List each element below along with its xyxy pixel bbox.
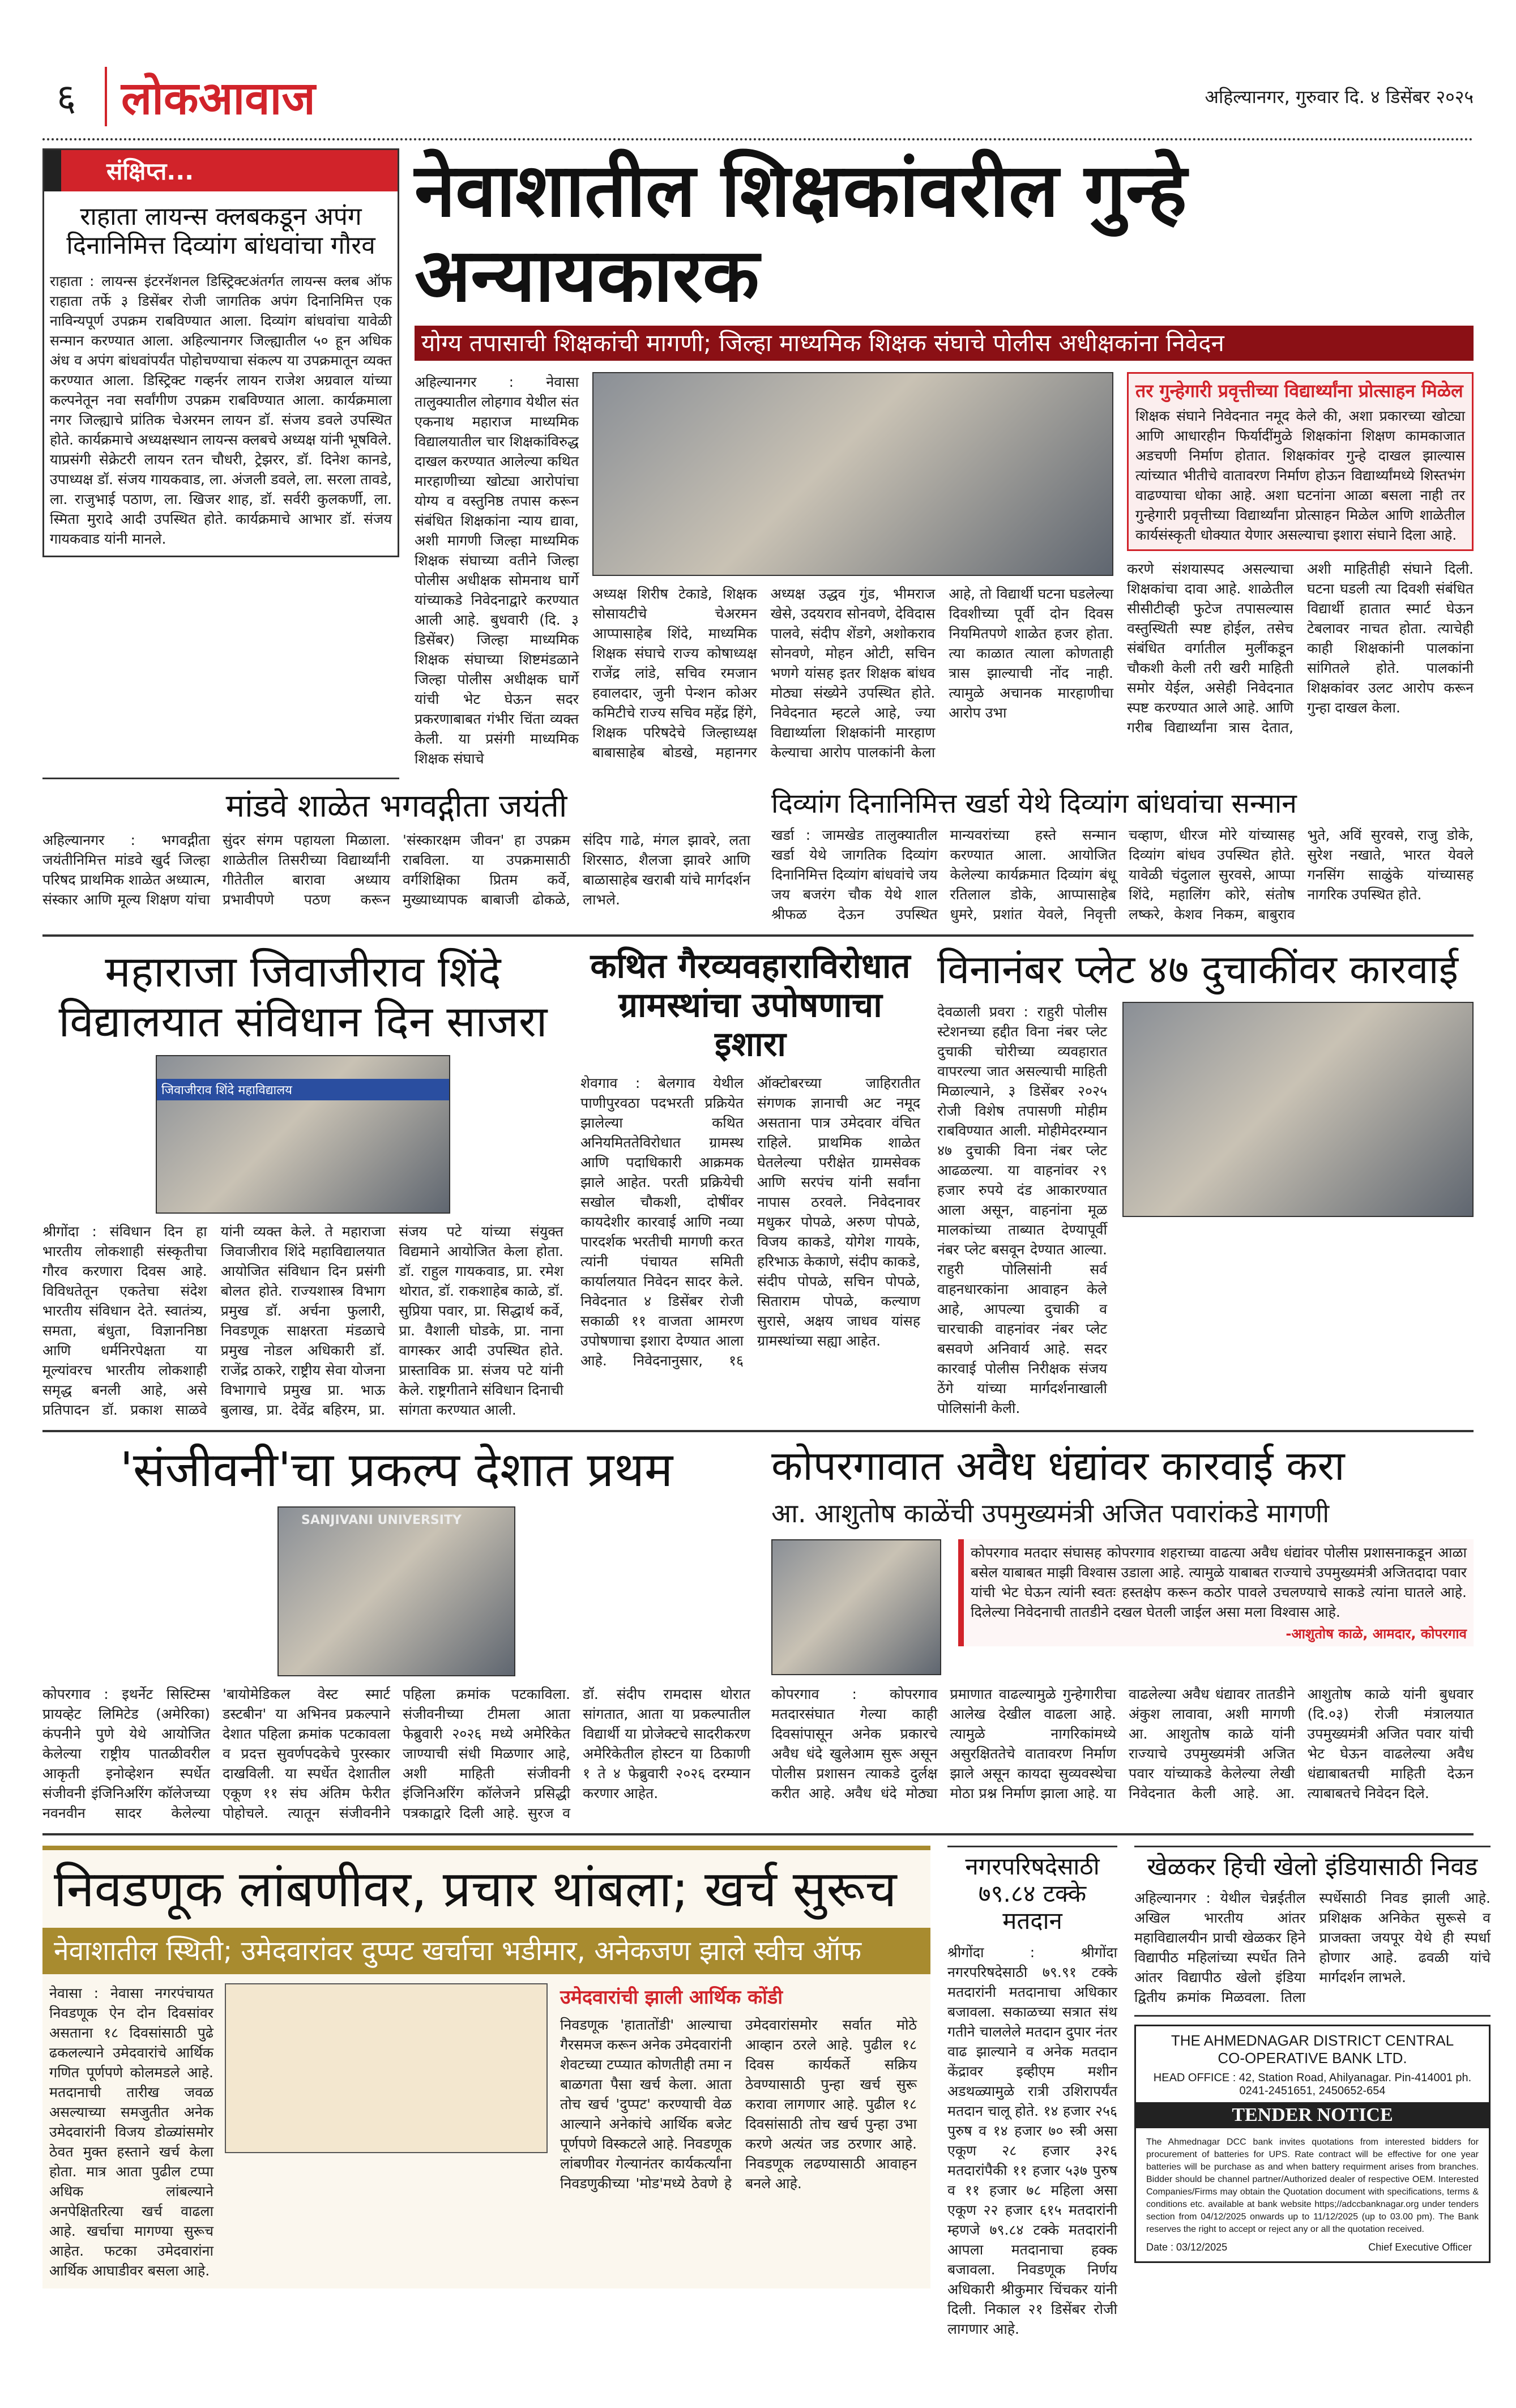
lead-body-left: अहिल्यानगर : नेवासा तालुक्यातील लोहगाव येथील संत एकनाथ महाराज माध्यमिक विद्यालयातील चार शिक्षकांविरुद्ध दाखल करण्यात आलेल्या कथित मारहाणीच्या खोट्या आरोपांचा योग्य व वस्तुनिष्ठ तपास करून संबंधित शिक्षकांना न्याय द्यावा, अशी मागणी जिल्हा माध्यमिक शिक्षक संघाच्या वतीने जिल्हा पोलीस अधीक्षक सोमनाथ घार्गे यांच्याकडे निवेदनाद्वारे करण्यात आली आहे. बुधवारी (दि. ३ डिसेंबर) जिल्हा माध्यमिक शिक्षक संघाच्या शिष्टमंडळाने जिल्हा पोलीस अधीक्षक घार्गे यांची भेट घेऊन सदर प्रकरणाबाबत गंभीर चिंता व्यक्त केली. या प्रसंगी माध्यमिक शिक्षक संघाचे: [415, 374, 579, 767]
tender-org-line2: CO-OPERATIVE BANK LTD.: [1218, 2050, 1407, 2067]
constitution-body: श्रीगोंदा : संविधान दिन हा भारतीय लोकशाही संस्कृतीचा गौरव करणारा दिवस आहे. विविधतेतून एकतेचा संदेश भारतीय संविधान देते. स्वातंत्र्य, समता, बंधुता, विज्ञाननिष्ठा आणि धर्मनिरपेक्षता या मूल्यांवरच भारतीय लोकशाही समृद्ध बनली आहे, असे प्रतिपादन डॉ. प्रकाश साळवे यांनी व्यक्त केले. ते महाराजा जिवाजीराव शिंदे महाविद्यालयात आयोजित संविधान दिन प्रसंगी बोलत होते. राज्यशास्त्र विभाग प्रमुख डॉ. अर्चना फुलारी, निवडणूक साक्षरता मंडळाचे प्रमुख नोडल अधिकारी डॉ. राजेंद्र ठाकरे, राष्ट्रीय सेवा योजना विभागाचे प्रमुख प्रा. भाऊ बुलाख, प्रा. देवेंद्र बहिरम, प्रा. संजय पटे यांच्या संयुक्त विद्यमाने आयोजित केला होता. डॉ. राहुल गायकवाड, प्रा. रमेश थोरात, डॉ. राकशाहेब काळे, डॉ. सुप्रिया पवार, प्रा. सिद्धार्थ कर्वे, प्रा. वैशाली घोडके, प्रा. नाना वागस्कर आदी उपस्थित होते. प्रास्ताविक प्रा. संजय पटे यांनी केले. राष्ट्रगीताने संविधान दिनाची सांगता करण्यात आली.: [42, 1223, 563, 1418]
row2-rule: [42, 778, 399, 779]
kopargaon-subhead: आ. आशुतोष काळेंची उपमुख्यमंत्री अजित पवारांकडे मागणी: [771, 1497, 1330, 1529]
tender-signatory: Chief Executive Officer: [1368, 2242, 1472, 2253]
tender-notice: [1134, 2025, 1491, 2263]
kopargaon-headline: कोपरगावात अवैध धंद्यांवर कारवाई करा: [771, 1441, 1345, 1489]
constitution-headline: महाराजा जिवाजीराव शिंदे विद्यालयात संविधान दिन साजरा: [58, 946, 548, 1047]
tender-date: Date : 03/12/2025: [1146, 2242, 1228, 2253]
election-subhead: नेवाशातील स्थिती; उमेदवारांवर दुप्पट खर्चाचा भडीमार, अनेकजण झाले स्वीच ऑफ: [42, 1928, 930, 1974]
header-rule: [42, 138, 1474, 140]
briefs-header: संक्षिप्त...: [44, 150, 398, 191]
quote-box: [958, 1539, 1474, 1646]
quote-text: कोपरगाव मतदार संघासह कोपरगाव शहराच्या वाढत्या अवैध धंद्यांवर पोलीस प्रशासनाकडून आळा बसेल याबाबत माझी विश्वास उडाला आहे. त्यामुळे याबाबत राज्याचे उपमुख्यमंत्री अजितदादा पवार यांची भेट घेऊन त्यांनी स्वतः हस्तक्षेप करून कठोर पावले उचलण्याचे साकडे त्यांना घातले आहे. दिलेल्या निवेदनाची तातडीने दखल घेतली जाईल असा मला विश्वास आहे.: [971, 1544, 1467, 1620]
tender-address: HEAD OFFICE : 42, Station Road, Ahilyanagar. Pin-414001 ph. 0241-2451651, 2450652-654: [1153, 2072, 1472, 2098]
hunger-strike-body: शेवगाव : बेलगाव येथील पाणीपुरवठा पदभरती प्रक्रियेत झालेल्या कथित अनियमिततेविरोधात ग्रामस्थ आणि पदाधिकारी आक्रमक झाले आहेत. परती प्रक्रियेची सखोल चौकशी, दोषींवर कायदेशीर कारवाई आणि नव्या पारदर्शक भरतीची मागणी करत त्यांनी पंचायत समिती कार्यालयात निवेदन सादर केले. निवेदनात ४ डिसेंबर रोजी सकाळी ११ वाजता आमरण उपोषणाचा इशारा देण्यात आला आहे. निवेदनानुसार, १६ ऑक्टोबरच्या जाहिरातीत संगणक ज्ञानाची अट नमूद असताना पात्र उमेदवार वंचित राहिले. प्राथमिक शाळेत घेतलेल्या परीक्षेत ग्रामसेवक आणि सरपंच यांनी सर्वांना नापास ठरवले. निवेदनावर मधुकर पोपळे, अरुण पोपळे, विजय काकडे, योगेश गायके, हरिभाऊ केकाणे, संदीप काकडे, संदीप पोपळे, सचिन पोपळे, सिताराम पोपळे, कल्याण सुरासे, अक्षय जाधव यांसह ग्रामस्थांच्या सह्या आहेत.: [580, 1075, 920, 1369]
lead-photo: [592, 372, 1113, 576]
lead-box-body: शिक्षक संघाने निवेदनात नमूद केले की, अशा प्रकारच्या खोट्या आणि आधारहीन फिर्यादींमुळे शिक्षकांना शिक्षण कामकाजात अडचणी निर्माण होतात. शिक्षकांवर गुन्हे दाखल झाल्यास त्यांच्यात भीतीचे वातावरण निर्माण होऊन विद्यार्थ्यांमध्ये शिस्तभंग वाढण्याचा धोका आहे. अशा घटनांना आळा बसला नाही तर गुन्हेगारी प्रवृत्तीच्या विद्यार्थ्यांना प्रोत्साहन मिळेल आणि शाळेतील कार्यसंस्कृती धोक्यात येणार असल्याचा इशारा संघाने दिला आहे.: [1135, 408, 1465, 543]
election-body-left: नेवासा : नेवासा नगरपंचायत निवडणूक ऐन दोन दिवसांवर असताना १८ दिवसांसाठी पुढे ढकलल्याने उमेदवारांचे आर्थिक गणित पूर्णपणे कोलमडले आहे. मतदानाची तारीख जवळ असल्याच्या समजुतीत अनेक उमेदवारांनी विजय डोळ्यांसमोर ठेवत मुक्त हस्ताने खर्च केला होता. मात्र आता पुढील टप्पा अधिक लांबल्याने अनपेक्षितरित्या खर्च वाढला आहे. खर्चाचा मागण्या सुरूच आहेत. फटका उमेदवारांना आर्थिक आघाडीवर बसला आहे.: [49, 1984, 213, 2279]
election-headline: निवडणूक लांबणीवर, प्रचार थांबला; खर्च सुरूच: [54, 1859, 897, 1918]
section-rule: [1134, 1846, 1491, 1847]
lead-body-mid: अध्यक्ष शिरीष टेकाडे, शिक्षक सोसायटीचे चेअरमन आप्पासाहेब शिंदे, माध्यमिक शिक्षक संघाचे राज्य कोषाध्यक्ष राजेंद्र लांडे, सचिव रमजान हवालदार, जुनी पेन्शन कोअर कमिटीचे राज्य सचिव महेंद्र हिंगे, शिक्षक परिषदेचे जिल्हाध्यक्ष बाबासाहेब बोडखे, महानगर अध्यक्ष उद्धव गुंड, भीमराज खेसे, उदयराव सोनवणे, देविदास पालवे, संदीप शेंडगे, अशोकराव सोनवणे, मोहन ओटी, सचिन भणगे यांसह इतर शिक्षक बांधव मोठ्या संख्येने उपस्थित होते. निवेदनात म्हटले आहे, ज्या विद्यार्थ्याला शिक्षकांनी मारहाण केल्याचा आरोप पालकांनी केला आहे, तो विद्यार्थी घटना घडलेल्या दिवशीच्या पूर्वी दोन दिवस नियमितपणे शाळेत हजर होता. त्या काळात त्याला कोणताही त्रास झाल्याची नोंद नाही. त्यामुळे अचानक मारहाणीचा आरोप उभा: [592, 586, 1113, 761]
gita-body: अहिल्यानगर : भगवद्गीता जयंतीनिमित्त मांडवे खुर्द जिल्हा परिषद प्राथमिक शाळेत अध्यात्म, संस्कार आणि मूल्य शिक्षण यांचा सुंदर संगम पहायला मिळाला. शाळेतील तिसरीच्या विद्यार्थ्यांनी गीतेतील बारावा अध्याय प्रभावीपणे पठण करून 'संस्कारक्षम जीवन' हा उपक्रम राबविला. या उपक्रमासाठी वर्गशिक्षिका प्रितम कर्वे, मुख्याध्यापक बाबाजी ढोकळे, संदिप गाढे, मंगल झावरे, लता शिरसाठ, शैलजा झावरे आणि बाळासाहेब खराबी यांचे मार्गदर्शन लाभले.: [42, 832, 750, 908]
tender-title: TENDER NOTICE: [1136, 2102, 1489, 2128]
lead-box-headline: तर गुन्हेगारी प्रवृत्तीच्या विद्यार्थ्यांना प्रोत्साहन मिळेल: [1135, 380, 1463, 402]
election-red-subhead: उमेदवारांची झाली आर्थिक कोंडी: [560, 1986, 783, 2009]
page-number: ६: [57, 76, 76, 119]
masthead-divider: [105, 67, 107, 126]
kharda-headline: दिव्यांग दिनानिमित्त खर्डा येथे दिव्यांग बांधवांचा सन्मान: [771, 788, 1297, 819]
gita-headline: मांडवे शाळेत भगवद्गीता जयंती: [225, 788, 567, 825]
turnout-headline: नगरपरिषदेसाठी ७९.८४ टक्के मतदान: [965, 1852, 1100, 1935]
gita-article: [42, 788, 750, 910]
photo-banner: SANJIVANI UNIVERSITY: [301, 1513, 462, 1527]
section-rule: [1134, 2015, 1491, 2017]
kopargaon-body: कोपरगाव : कोपरगाव मतदारसंघात गेल्या काही दिवसांपासून अनेक प्रकारचे अवैध धंदे खुलेआम सुरू असून पोलीस प्रशासन त्याकडे दुर्लक्ष करीत आहे. अवैध धंदे मोठ्या प्रमाणात वाढल्यामुळे गुन्हेगारीचा आलेख देखील वाढला आहे. त्यामुळे नागरिकांमध्ये असुरक्षिततेचे वातावरण निर्माण झाले असून कायदा सुव्यवस्थेचा मोठा प्रश्न निर्माण झाला आहे. या वाढलेल्या अवैध धंद्यावर तातडीने अंकुश लावावा, अशी मागणी आ. आशुतोष काळे यांनी राज्याचे उपमुख्यमंत्री अजित पवार यांच्याकडे केलेल्या लेखी निवेदनात केली आहे. आ. आशुतोष काळे यांनी बुधवार (दि.०३) रोजी मंत्रालयात उपमुख्यमंत्री अजित पवार यांची भेट घेऊन वाढलेल्या अवैध धंद्याबाबतची माहिती देऊन त्याबाबतचे निवेदन दिले.: [771, 1685, 1474, 1801]
lead-body-right: करणे संशयास्पद असल्याचा शिक्षकांचा दावा आहे. शाळेतील सीसीटीव्ही फुटेज तपासल्यास वस्तुस्थिती स्पष्ट होईल, तसेच संबंधित वर्गातील मुलींकडून चौकशी केली तरी खरी माहिती समोर येईल, असेही निवेदनात स्पष्ट करण्यात आले आहे. आणि गरीब विद्यार्थ्यांना त्रास देतात, अशी माहितीही संघाने दिली. घटना घडली त्या दिवशी संबंधित विद्यार्थी हातात स्मार्ट घेऊन टेबलावर नाचत होता. त्याचेही काही शिक्षकांनी पालकांना सांगितले होते. पालकांनी शिक्षकांवर उलट आरोप करून गुन्हा दाखल केला.: [1127, 561, 1474, 736]
quote-attribution: -आशुतोष काळे, आमदार, कोपरगाव: [1286, 1625, 1467, 1642]
dateline: अहिल्यानगर, गुरुवार दि. ४ डिसेंबर २०२५: [1205, 86, 1474, 108]
section-rule: [42, 934, 1474, 937]
kharda-body: खर्डा : जामखेड तालुक्यातील खर्डा येथे जागतिक दिव्यांग दिनानिमित्त दिव्यांग बांधवांचे जय जय बजरंग चौक येथे शाल श्रीफळ देऊन उपस्थित मान्यवरांच्या हस्ते सन्मान करण्यात आला. आयोजित केलेल्या कार्यक्रमात दिव्यांग बंधू रतिलाल डोके, आप्पासाहेब धुमरे, प्रशांत येवले, निवृत्ती चव्हाण, धीरज मोरे यांच्यासह दिव्यांग बांधव उपस्थित होते. यावेळी चंदुलाल सुरवसे, आप्पा शिंदे, महालिंग कोरे, संतोष लष्करे, केशव निकम, बाबुराव भुते, अविं सुरवसे, राजु डोके, सुरेश नखाते, भारत येवले गनसिंग साळुंके यांच्यासह नागरिक उपस्थित होते.: [771, 827, 1474, 923]
section-rule: [42, 1430, 1474, 1432]
sanjivani-headline: 'संजीवनी'चा प्रकल्प देशात प्रथम: [119, 1441, 673, 1497]
lead-box: [1127, 372, 1474, 551]
briefs-headline: राहाता लायन्स क्लबकडून अपंग दिनानिमित्त दिव्यांग बांधवांचा गौरव: [66, 202, 375, 260]
kharda-article: [771, 788, 1474, 924]
photo-banner: जिवाजीराव शिंदे महाविद्यालय: [157, 1079, 449, 1100]
cartoon-illustration: [225, 1983, 548, 2153]
kaale-photo: [771, 1539, 941, 1675]
numberplate-headline: विनानंबर प्लेट ४७ दुचाकींवर कारवाई: [937, 946, 1458, 993]
khelo-headline: खेळकर हिची खेलो इंडियासाठी निवड: [1147, 1852, 1478, 1881]
logo: लोकआवाज: [121, 71, 315, 125]
hunger-strike-headline: कथित गैरव्यवहाराविरोधात ग्रामस्थांचा उपोषणाचा इशारा: [590, 946, 911, 1065]
khelo-body: अहिल्यानगर : येथील चेन्नईतील अखिल भारतीय आंतर महाविद्यालयीन प्राची खेळकर हिने विद्यापीठ महिलांच्या स्पर्धेत तिने आंतर विद्यापीठ खेलो इंडिया द्वितीय क्रमांक मिळवला. तिला स्पर्धेसाठी निवड झाली आहे. प्रशिक्षक अनिकेत सुरूसे व प्राजक्ता जयपूर येथे ही स्पर्धा होणार आहे. ढवळी यांचे मार्गदर्शन लाभले.: [1134, 1890, 1491, 2006]
constitution-photo: [156, 1055, 450, 1214]
briefs-body: राहाता : लायन्स इंटरनॅशनल डिस्ट्रिक्टअंतर्गत लायन्स क्लब ऑफ राहाता तर्फे ३ डिसेंबर रोजी जागतिक अपंग दिनानिमित्त एक नाविन्यपूर्ण उपक्रम राबविण्यात आला. दिव्यांग बांधवांचा यावेळी सन्मान करण्यात आला. अहिल्यानगर जिल्ह्यातील ५० हून अधिक अंध व अपंग बांधवांपर्यंत पोहोचण्याचा संकल्प या उपक्रमातून व्यक्त करण्यात आला. डिस्ट्रिक्ट गव्हर्नर लायन राजेश अग्रवाल यांच्या कल्पनेतून नवा सर्वांगीण उपक्रम राबविण्यात आला. कार्यक्रमाला नगर जिल्ह्याचे प्रांतिक चेअरमन लायन डॉ. संजय डवले उपस्थित होते. कार्यक्रमाचे अध्यक्षस्थान लायन्स क्लबचे अध्यक्ष यांनी भूषविले. याप्रसंगी सेक्रेटरी लायन रतन चौधरी, ट्रेझरर, डॉ. दिनेश कानडे, उपाध्यक्ष डॉ. संजय गायकवाड, ला. अंजली डवले, ला. सरला तावडे, ला. राजुभाई पठाण, ला. खिजर शाह, डॉ. सर्वरी कुलकर्णी, ला. स्मिता मुरादे आदी उपस्थित होते. कार्यक्रमाचे आभार डॉ. संजय गायकवाड यांनी मानले.: [50, 273, 392, 548]
briefs-box: [42, 148, 399, 557]
election-body-right: निवडणूक 'हातातोंडी' आल्याचा गैरसमज करून अनेक उमेदवारांनी शेवटच्या टप्प्यात कोणतीही तमा न बाळगता पैसा खर्च केला. आता तोच खर्च 'दुप्पट' करण्याची वेळ आल्याने अनेकांचे आर्थिक बजेट पूर्णपणे विस्कटले आहे. निवडणूक लांबणीवर गेल्यानंतर कार्यकर्त्यांना निवडणुकीच्या 'मोड'मध्ये ठेवणे हे उमेदवारांसमोर सर्वात मोठे आव्हान ठरले आहे. पुढील १८ दिवस कार्यकर्ते सक्रिय ठेवण्यासाठी पुन्हा खर्च सुरू करावा लागणार आहे. पुढील १८ दिवसांसाठी तोच खर्च पुन्हा उभा करणे अत्यंत जड ठरणार आहे. निवडणूक लढण्यासाठी आवाहन बनले आहे.: [560, 2016, 917, 2192]
lead-headline: नेवाशातील शिक्षकांवरील गुन्हे अन्यायकारक: [415, 147, 1187, 318]
election-box: [42, 1846, 930, 2289]
turnout-body: श्रीगोंदा : श्रीगोंदा नगरपरिषदेसाठी ७९.९१ टक्के मतदारांनी मतदानाचा अधिकार बजावला. सकाळच्या सत्रात संथ गतीने चाललेले मतदान दुपार नंतर वाढ झाल्याने व अनेक मतदान केंद्रावर इव्हीएम मशीन अडथळ्यामुळे रात्री उशिरापर्यंत मतदान चालू होते. १४ हजार २५६ पुरुष व १४ हजार ७० स्त्री असा एकूण २८ हजार ३२६ मतदारांपैकी ११ हजार ५३७ पुरुष व ११ हजार ७८ महिला असा एकूण २२ हजार ६१५ मतदारांनी म्हणजे ७९.८४ टक्के मतदारांनी आपला मतदानाचा हक्क बजावला. निवडणूक निर्णय अधिकारी श्रीकुमार चिंचकर यांनी दिली. निकाल २१ डिसेंबर रोजी लागणार आहे.: [947, 1944, 1117, 2338]
tender-org-line1: THE AHMEDNAGAR DISTRICT CENTRAL: [1171, 2032, 1454, 2050]
sanjivani-photo: [277, 1506, 515, 1676]
bikes-photo: [1122, 1002, 1474, 1217]
lead-subhead: योग्य तपासाची शिक्षकांची मागणी; जिल्हा माध्यमिक शिक्षक संघाचे पोलीस अधीक्षकांना निवेदन: [415, 326, 1474, 361]
numberplate-body: देवळाली प्रवरा : राहुरी पोलीस स्टेशनच्या हद्दीत विना नंबर प्लेट दुचाकी चोरीच्या व्यवहारात वापरल्या जात असल्याची माहिती मिळाल्याने, ३ डिसेंबर २०२५ रोजी विशेष तपासणी मोहीम राबविण्यात आली. मोहीमेदरम्यान ४७ दुचाकी विना नंबर प्लेट आढळल्या. या वाहनांवर २९ हजार रुपये दंड आकारण्यात आला असून, वाहनांना मूळ मालकांच्या ताब्यात देण्यापूर्वी नंबर प्लेट बसवून देण्यात आल्या. राहुरी पोलिसांनी सर्व वाहनधारकांना आवाहन केले आहे, आपल्या दुचाकी व चारचाकी वाहनांवर नंबर प्लेट बसवणे अनिवार्य आहे. सदर कारवाई पोलीस निरीक्षक संजय ठेंगे यांच्या मार्गदर्शनाखाली पोलिसांनी केली.: [937, 1003, 1107, 1416]
section-rule: [42, 1833, 1474, 1835]
tender-body: The Ahmednagar DCC bank invites quotations from interested bidders for procurement of batteries for UPS. Rate contract will be effective for one year batteries will be purchase as and when battery requirment arises from branches. Bidder should be channel partner/Authorized dealer of respective OEM. Interested Companies/Firms may obtain the Quotation document with specifications, terms & conditions etc. available at bank website https;//adccbanknagar.org under tenders section from 04/12/2025 onwards up to 11/12/2025 (up to 03.00 pm). The Bank reserves the right to accept or reject any or all the quotation received.: [1146, 2137, 1479, 2235]
section-rule: [947, 1846, 1117, 1847]
sanjivani-body: कोपरगाव : इथर्नेट सिस्टिम्स प्रायव्हेट लिमिटेड (अमेरिका) कंपनीने पुणे येथे आयोजित केलेल्या राष्ट्रीय पातळीवरील आकृती इनोव्हेशन स्पर्धेत संजीवनी इंजिनिअरिंग कॉलेजच्या नवनवीन सादर केलेल्या 'बायोमेडिकल वेस्ट स्मार्ट डस्टबीन' या अभिनव प्रकल्पाने देशात पहिला क्रमांक पटकावला व प्रदत्त सुवर्णपदकेचे पुरस्कार दाखविली. या स्पर्धेत देशातील एकूण ११ संघ अंतिम फेरीत पोहोचले. त्यातून संजीवनीने पहिला क्रमांक पटकाविला. संजीवनीच्या टीमला आता फेब्रुवारी २०२६ मध्ये अमेरिकेत जाण्याची संधी मिळणार आहे, अशी माहिती संजीवनी इंजिनिअरिंग कॉलेजने प्रसिद्धी पत्रकाद्वारे दिली आहे. सुरज व डॉ. संदीप रामदास थोरात सांगतात, आता या प्रकल्पातील विद्यार्थी या प्रोजेक्टचे सादरीकरण अमेरिकेतील होस्टन या ठिकाणी १ ते ४ फेब्रुवारी २०२६ दरम्यान करणार आहेत.: [42, 1685, 750, 1821]
